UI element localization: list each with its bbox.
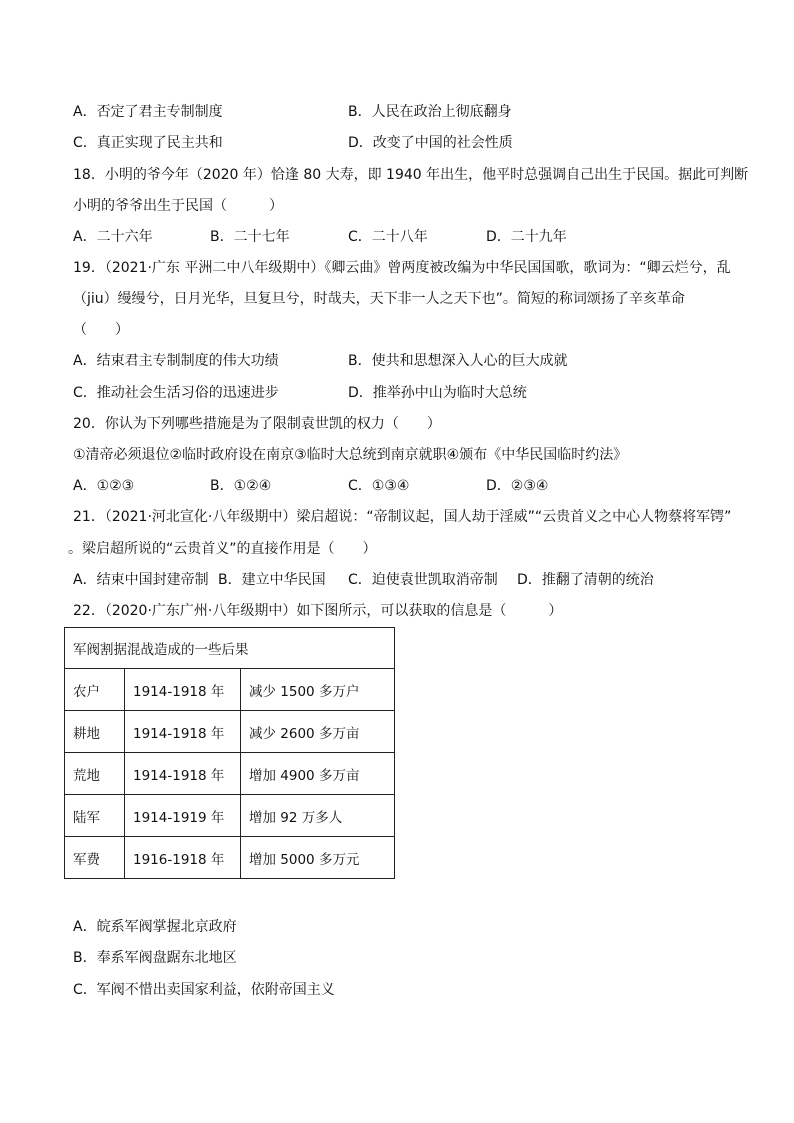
q19-option-a: A．结束君主专制制度的伟大功绩 bbox=[73, 353, 279, 369]
table-cell: 荒地 bbox=[65, 753, 125, 795]
q18-option-d: D．二十九年 bbox=[486, 229, 567, 245]
table-cell: 1914-1918 年 bbox=[125, 753, 241, 795]
q20-option-c: C．①③④ bbox=[348, 478, 410, 494]
q22-option-b: B．奉系军阀盘踞东北地区 bbox=[73, 950, 237, 966]
table-title: 军阀割据混战造成的一些后果 bbox=[65, 628, 395, 669]
table-row bbox=[65, 753, 395, 795]
q21-option-b: B．建立中华民国 bbox=[218, 572, 326, 588]
q22-option-a: A．皖系军阀掌握北京政府 bbox=[73, 919, 237, 935]
q20-option-d: D．②③④ bbox=[486, 478, 549, 494]
q20-stem-line2: ①清帝必须退位②临时政府设在南京③临时大总统到南京就职④颁布《中华民国临时约法》 bbox=[73, 447, 628, 463]
q20-stem-line1: 20．你认为下列哪些措施是为了限制袁世凯的权力（ ） bbox=[73, 416, 441, 432]
table-title-row bbox=[65, 628, 395, 669]
q19-option-c: C．推动社会生活习俗的迅速进步 bbox=[73, 385, 279, 401]
q18-option-b: B．二十七年 bbox=[210, 229, 290, 245]
table-cell: 1914-1919 年 bbox=[125, 795, 241, 837]
q17-option-a: A．否定了君主专制制度 bbox=[73, 104, 223, 120]
table-cell: 增加 92 万多人 bbox=[241, 795, 395, 837]
q20-option-a: A．①②③ bbox=[73, 478, 135, 494]
q21-option-a: A．结束中国封建帝制 bbox=[73, 572, 209, 588]
warlord-consequences-table bbox=[64, 627, 395, 879]
table-cell: 农户 bbox=[65, 669, 125, 711]
q18-stem-line2: 小明的爷爷出生于民国（ ） bbox=[73, 198, 283, 214]
q19-stem-line2: （jiu）缦缦兮，日月光华，旦复旦兮，时哉夫，天下非一人之天下也”。简短的称词颂扬了辛亥革命 bbox=[73, 291, 685, 307]
q17-option-c: C．真正实现了民主共和 bbox=[73, 135, 223, 151]
q19-option-b: B．使共和思想深入人心的巨大成就 bbox=[348, 353, 568, 369]
table-cell: 1916-1918 年 bbox=[125, 837, 241, 879]
q17-option-d: D．改变了中国的社会性质 bbox=[348, 135, 513, 151]
q21-stem-line1: 21．（2021·河北宣化·八年级期中）梁启超说：“帝制议起，国人劫于淫威”“云贵首义之中心人物蔡将军锷” bbox=[73, 509, 732, 525]
q21-stem-line2: 。梁启超所说的“云贵首义”的直接作用是（ ） bbox=[68, 541, 377, 557]
q22-stem-line1: 22．（2020·广东广州·八年级期中）如下图所示，可以获取的信息是（ ） bbox=[73, 603, 563, 619]
table-row bbox=[65, 837, 395, 879]
q18-option-c: C．二十八年 bbox=[348, 229, 428, 245]
q17-option-b: B．人民在政治上彻底翻身 bbox=[348, 104, 512, 120]
table-row bbox=[65, 669, 395, 711]
table-cell: 减少 2600 多万亩 bbox=[241, 711, 395, 753]
q19-option-d: D．推举孙中山为临时大总统 bbox=[348, 385, 527, 401]
table-cell: 1914-1918 年 bbox=[125, 669, 241, 711]
q21-option-d: D．推翻了清朝的统治 bbox=[517, 572, 654, 588]
table-cell: 1914-1918 年 bbox=[125, 711, 241, 753]
q22-option-c: C．军阀不惜出卖国家利益，依附帝国主义 bbox=[73, 982, 335, 998]
q19-stem-line1: 19．（2021·广东 平洲二中八年级期中）《卿云曲》曾两度被改编为中华民国国歌，歌词为：“卿云烂兮，乱 bbox=[73, 260, 731, 276]
table-cell: 耕地 bbox=[65, 711, 125, 753]
table-cell: 增加 4900 多万亩 bbox=[241, 753, 395, 795]
q18-option-a: A．二十六年 bbox=[73, 229, 153, 245]
table-cell: 军费 bbox=[65, 837, 125, 879]
q18-stem-line1: 18．小明的爷今年（2020 年）恰逢 80 大寿，即 1940 年出生，他平时总强调自己出生于民国。据此可判断 bbox=[73, 167, 749, 183]
table-cell: 陆军 bbox=[65, 795, 125, 837]
q20-option-b: B．①②④ bbox=[210, 478, 272, 494]
q21-option-c: C．迫使袁世凯取消帝制 bbox=[348, 572, 498, 588]
table-row bbox=[65, 711, 395, 753]
table-cell: 减少 1500 多万户 bbox=[241, 669, 395, 711]
table-row bbox=[65, 795, 395, 837]
table-cell: 增加 5000 多万元 bbox=[241, 837, 395, 879]
q19-stem-line3: （ ） bbox=[73, 322, 129, 338]
